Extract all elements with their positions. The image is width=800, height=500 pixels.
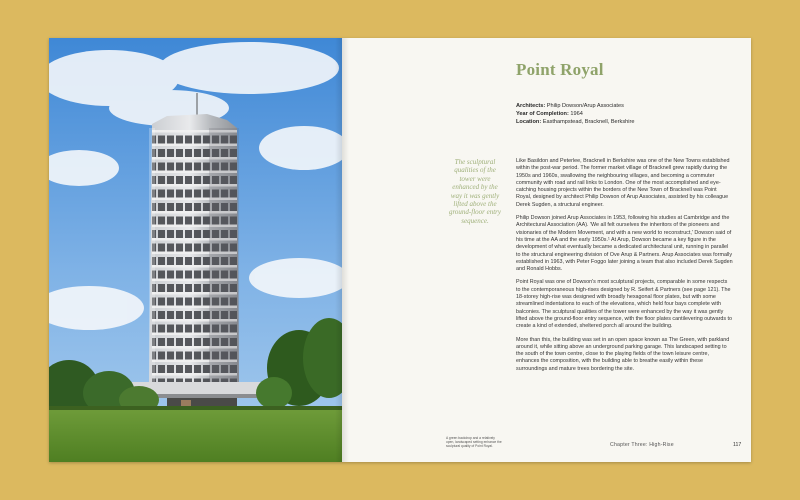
right-page (342, 38, 751, 462)
paragraph: Point Royal was one of Dowson's most sculptural projects, comparable in some respects to the contemporaneous high-rises designed by R. Seifert & Partners (see page 121). The 18-storey high-rise was designed with broadly hexagonal floor plates, but with some streamlined indentations to each of the elevations, which held four bays complete with balconies. The sculptural qualities of the tower were enhanced by the way it was gently lifted above the ground-floor entry sequence, with the floor plates cantilevering outwards to create a kind of extended, sheltered porch all around the building. (516, 279, 733, 330)
photo-caption: A green backdrop and a relatively open, landscaped setting enhance the sculptural quality of Point Royal. (446, 436, 502, 449)
paragraph: Like Basildon and Peterlee, Bracknell in Berkshire was one of the New Towns established within the post-war period. The former market village of Bracknell grew rapidly during the 1950s and 1960s, swallowing the neighbouring villages, and becoming a commuter community with road and rail links to London. One of the most accomplished and eye-catching housing projects within the borders of the New Town of Bracknell was Point Royal, designed by architect Philip Dowson of Arup Associates, assisted by his colleague Derek Sugden, a structural engineer. (516, 158, 730, 208)
tower-photo (49, 38, 342, 462)
meta-architects: Architects: Philip Dowson/Arup Associates (516, 103, 624, 109)
body-text (516, 158, 733, 379)
meta-year: Year of Completion: 1964 (516, 111, 583, 117)
page-title: Point Royal (516, 60, 604, 79)
page-number: 117 (733, 442, 742, 448)
book-spread (49, 38, 751, 462)
meta-location: Location: Easthampstead, Bracknell, Berkshire (516, 119, 635, 125)
pull-quote: The sculptural qualities of the tower were enhanced by the way it was gently lifted above the ground-floor entry sequence. (448, 158, 502, 225)
meta-block (516, 102, 634, 126)
chapter-footer: Chapter Three: High-Rise (610, 442, 674, 448)
left-page (49, 38, 342, 462)
book-gutter (335, 38, 349, 462)
paragraph: Philip Dowson joined Arup Associates in 1953, following his studies at Cambridge and the Architectural Association (AA). 'We all felt ourselves the inheritors of the pioneers and visionaries of the Modern Movement, and with a new world to reconstruct,' Dowson said of his time at the AA and the early 1950s.¹ At Arup, Dowson became a key figure in the development of what eventually became a dedicated architectural unit, running in parallel to the structural engineering division of Ove Arup & Partners. Arup Associates was formally established in 1963, with Peter Foggo later joining a team that also included Derek Sugden and Ronald Hobbs. (516, 215, 733, 273)
paragraph: More than this, the building was set in an open space known as The Green, with parkland around it, while sitting above an underground parking garage. This landscaped setting to the south of the town centre, close to the playing fields of the town leisure centre, enhances the composition, with the building able to breathe easily within these surroundings and mature trees bordering the site. (516, 336, 730, 372)
